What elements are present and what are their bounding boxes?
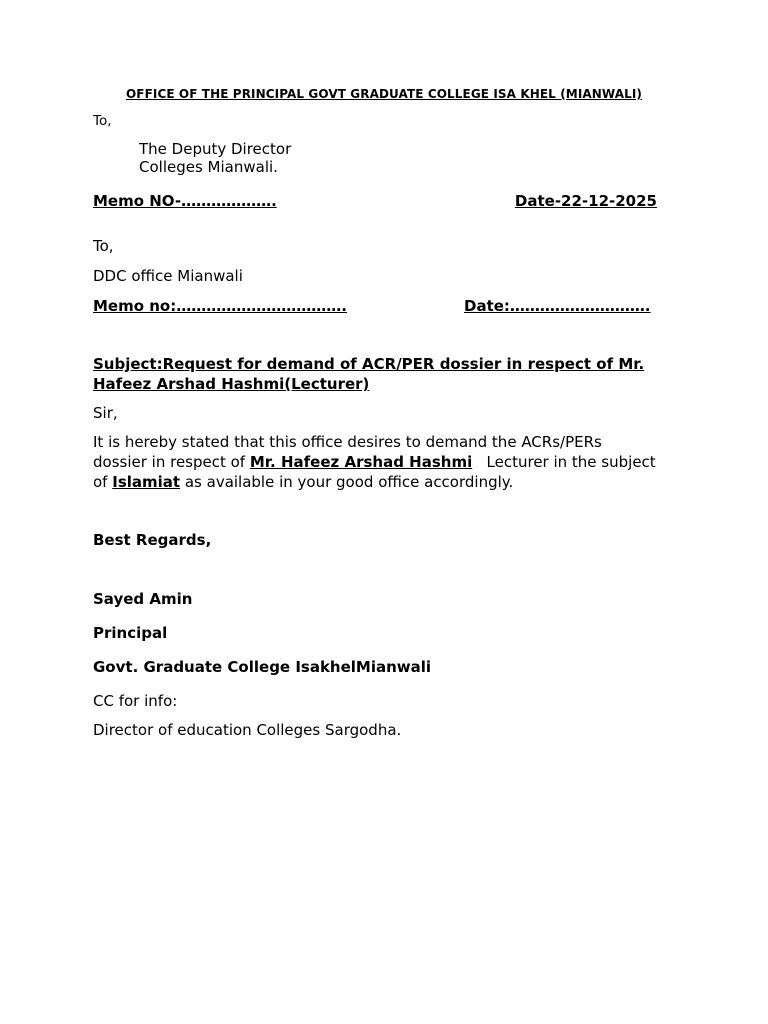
subject-line-2: Hafeez Arshad Hashmi(Lecturer) [93,375,370,393]
memo-date-1: Date-22-12-2025 [514,192,657,210]
body-line-3 [93,472,513,492]
to-label-1: To, [93,113,112,129]
to-label-2: To, [93,237,114,255]
memo-number-1: Memo NO-………………. [93,192,277,210]
salutation: Sir, [93,404,118,422]
letter-heading: OFFICE OF THE PRINCIPAL GOVT GRADUATE COLLEGE ISA KHEL (MIANWALI) [125,87,642,101]
body-line-1: It is hereby stated that this office desires to demand the ACRs/PERs [93,433,602,451]
memo-number-2: Memo no:……………………………. [93,297,347,315]
cc-label: CC for info: [93,692,178,710]
cc-recipient: Director of education Colleges Sargodha. [93,721,402,739]
body-line-3-suffix: as available in your good office accordingly. [180,473,514,491]
recipient-line-2: Colleges Mianwali. [139,158,278,176]
signatory-title: Principal [93,624,168,642]
signatory-name: Sayed Amin [93,590,193,608]
subject-line-1: Subject:Request for demand of ACR/PER dossier in respect of Mr. [93,355,645,373]
lecturer-name: Mr. Hafeez Arshad Hashmi [249,453,473,471]
memo-date-2: Date:………………………. [464,297,651,315]
closing: Best Regards, [93,531,212,549]
body-line-2-suffix: Lecturer in the subject [472,453,656,471]
body-line-2-prefix: dossier in respect of [93,453,250,471]
body-line-3-prefix: of [93,473,113,491]
ddc-office-line: DDC office Mianwali [93,267,243,285]
body-line-2 [93,452,656,472]
signatory-institution: Govt. Graduate College IsakhelMianwali [93,658,432,676]
subject-name: Islamiat [112,473,181,491]
recipient-line-1: The Deputy Director [139,140,292,158]
